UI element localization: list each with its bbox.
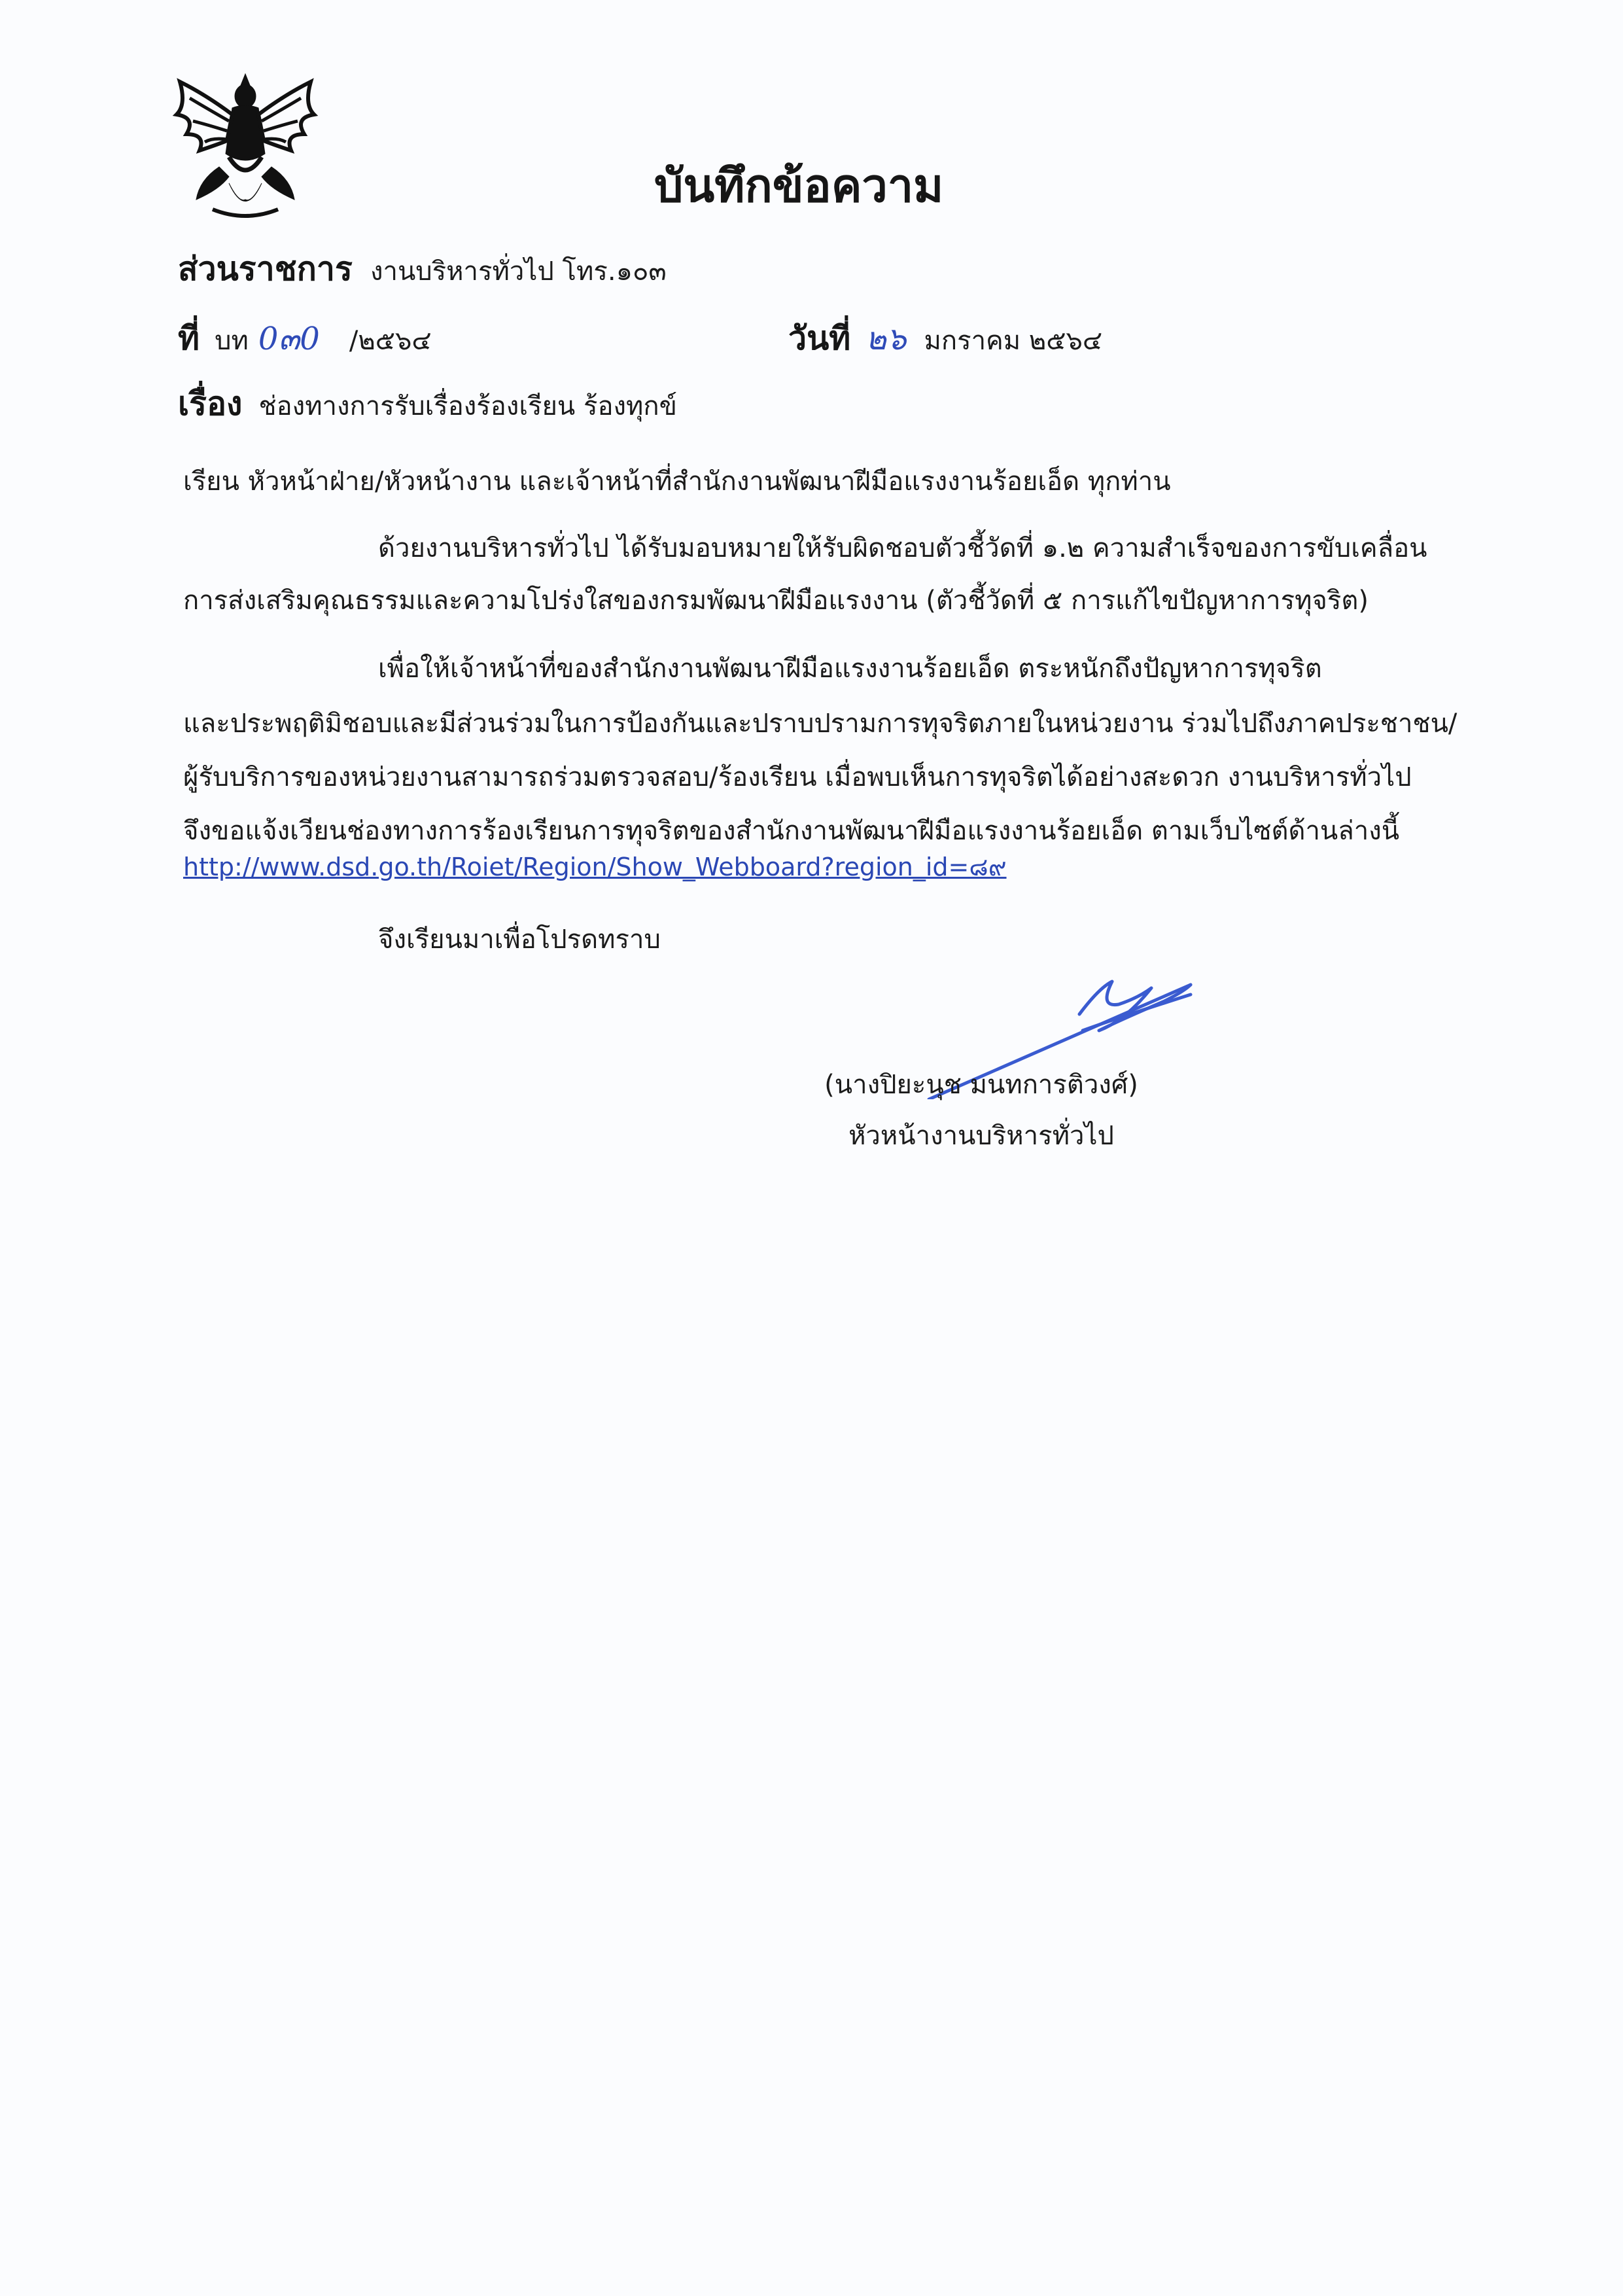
- date-day-handwritten: ๒๖: [865, 321, 907, 357]
- subject-label: เรื่อง: [178, 385, 243, 423]
- webboard-link[interactable]: http://www.dsd.go.th/Roiet/Region/Show_Webboard?region_id=๘๙: [183, 853, 1007, 881]
- reference-row: [178, 313, 432, 364]
- garuda-emblem-icon: [167, 69, 324, 222]
- department-row: [178, 243, 667, 295]
- para2-line1: เพื่อให้เจ้าหน้าที่ของสำนักงานพัฒนาฝีมือแรงงานร้อยเอ็ด ตระหนักถึงปัญหาการทุจริต: [378, 654, 1322, 684]
- date-rest: มกราคม ๒๕๖๔: [924, 326, 1103, 356]
- para2-line4: จึงขอแจ้งเวียนช่องทางการร้องเรียนการทุจริตของสำนักงานพัฒนาฝีมือแรงงานร้อยเอ็ด ตามเว็บไซต์ด้านล่างนี้: [183, 816, 1400, 846]
- para1-line2: การส่งเสริมคุณธรรมและความโปร่งใสของกรมพัฒนาฝีมือแรงงาน (ตัวชี้วัดที่ ๕ การแก้ไขปัญหาการทุจริต): [183, 586, 1369, 616]
- subject-value: ช่องทางการรับเรื่องร้องเรียน ร้องทุกข์: [258, 391, 677, 421]
- subject-row: [178, 378, 677, 430]
- para2-line3: ผู้รับบริการของหน่วยงานสามารถร่วมตรวจสอบ/ร้องเรียน เมื่อพบเห็นการทุจริตได้อย่างสะดวก งานบริหารทั่วไป: [183, 762, 1412, 792]
- ref-number-handwritten: 0๓0: [258, 321, 320, 357]
- memo-title: บันทึกข้อความ: [654, 159, 944, 213]
- ref-prefix: บท: [215, 326, 249, 356]
- date-row: [788, 313, 1102, 364]
- para2-line2: และประพฤติมิชอบและมีส่วนร่วมในการป้องกันและปราบปรามการทุจริตภายในหน่วยงาน ร่วมไปถึงภาคประชาชน/: [183, 709, 1457, 739]
- closing-line: จึงเรียนมาเพื่อโปรดทราบ: [378, 925, 661, 955]
- department-label: ส่วนราชการ: [178, 250, 353, 288]
- department-value: งานบริหารทั่วไป โทร.๑๐๓: [370, 256, 667, 287]
- date-label: วันที่: [788, 319, 851, 357]
- signer-name: (นางปิยะนุช มนทการติวงศ์): [824, 1070, 1138, 1100]
- signer-title: หัวหน้างานบริหารทั่วไป: [848, 1121, 1114, 1151]
- to-line: เรียน หัวหน้าฝ่าย/หัวหน้างาน และเจ้าหน้าที่สำนักงานพัฒนาฝีมือแรงงานร้อยเอ็ด ทุกท่าน: [183, 467, 1171, 497]
- ref-label: ที่: [178, 319, 200, 357]
- para1-line1: ด้วยงานบริหารทั่วไป ได้รับมอบหมายให้รับผิดชอบตัวชี้วัดที่ ๑.๒ ความสำเร็จของการขับเคลื่อน: [378, 533, 1427, 563]
- ref-year: /๒๕๖๔: [349, 326, 432, 356]
